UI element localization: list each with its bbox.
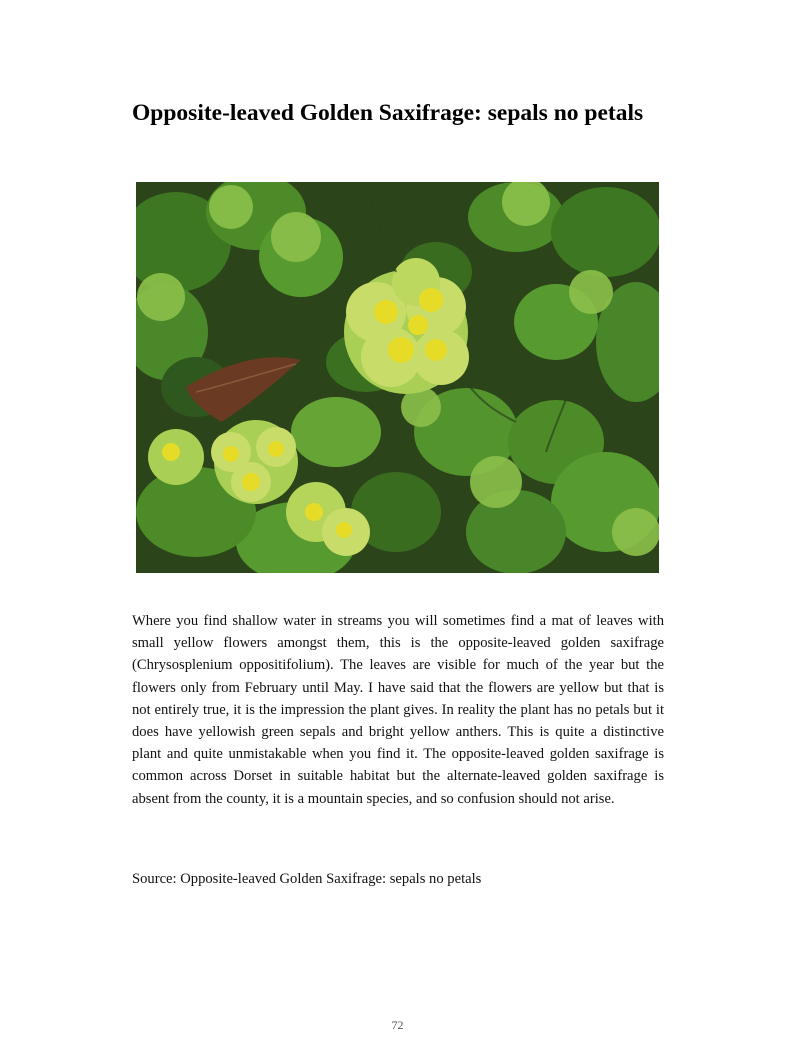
page-title: Opposite-leaved Golden Saxifrage: sepals no petals: [132, 100, 644, 126]
saxifrage-photo: [136, 182, 659, 573]
saxifrage-photo-illustration: [136, 182, 659, 573]
body-paragraph: Where you find shallow water in streams you will sometimes find a mat of leaves with small yellow flowers amongst them, this is the opposite-leaved golden saxifrage (Chrysosplenium oppositifolium). The leaves are visible for much of the year but the flowers only from February until May. I have said that the flowers are yellow but that is not entirely true, it is the impression the plant gives. In reality the plant has no petals but it does have yellowish green sepals and bright yellow anthers. This is quite a distinctive plant and quite unmistakable when you find it. The opposite-leaved golden saxifrage is common across Dorset in suitable habitat but the alternate-leaved golden saxifrage is absent from the county, it is a mountain species, and so confusion should not arise.: [132, 613, 664, 807]
source-line: Source: Opposite-leaved Golden Saxifrage: sepals no petals: [132, 871, 482, 887]
page-number: 72: [391, 1018, 404, 1032]
